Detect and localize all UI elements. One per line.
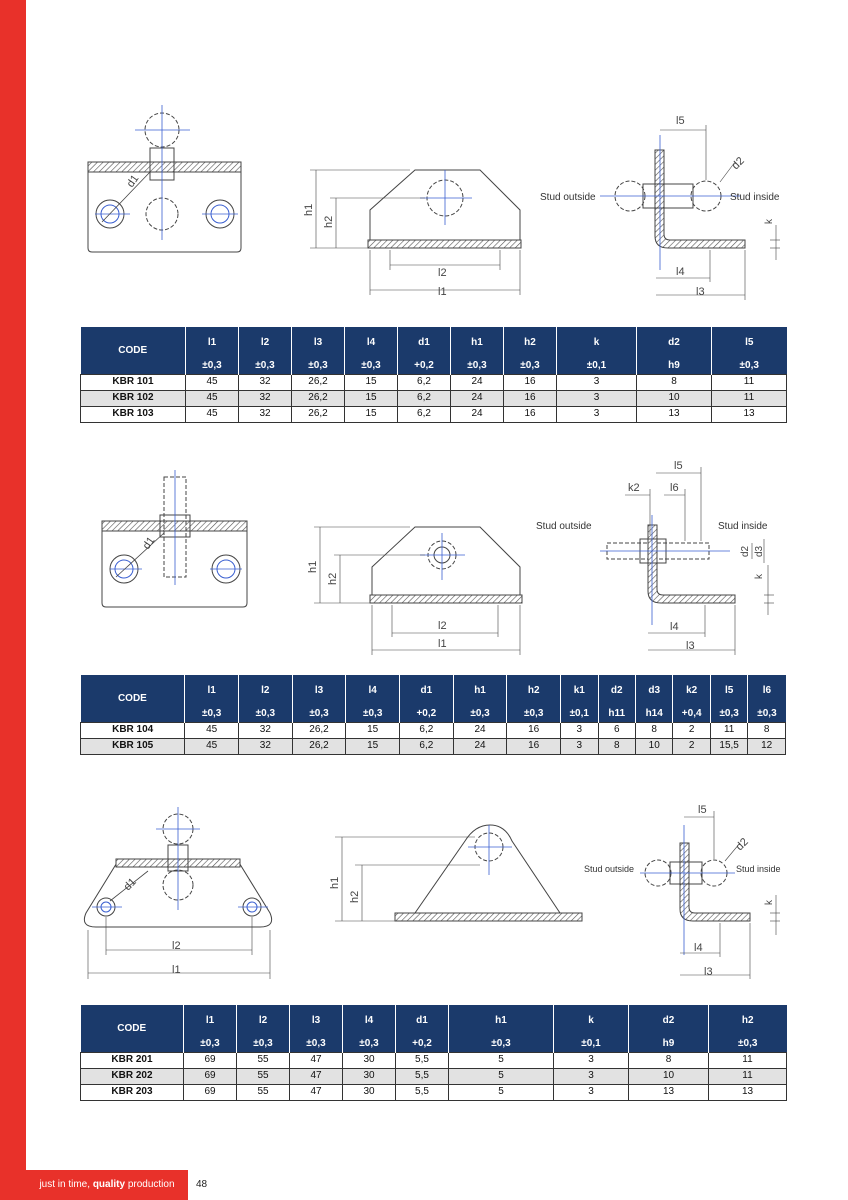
cell: 15 — [345, 374, 398, 390]
cell: 2 — [673, 738, 710, 754]
col-header: l1 — [185, 675, 239, 705]
tolerance: h9 — [637, 357, 712, 374]
col-header: l4 — [346, 675, 400, 705]
tolerance: h14 — [635, 705, 672, 722]
cell: 47 — [290, 1084, 343, 1100]
label-h2: h2 — [349, 890, 361, 903]
cell: 2 — [673, 722, 710, 738]
cell: 32 — [239, 374, 292, 390]
row-code: KBR 103 — [81, 406, 186, 422]
col-header: k2 — [673, 675, 710, 705]
cell: 45 — [185, 722, 239, 738]
cell: 10 — [629, 1068, 709, 1084]
slogan-bold: quality — [92, 1179, 126, 1190]
bracket-angle-view — [600, 125, 780, 300]
cell: 15,5 — [710, 738, 747, 754]
label-l1: l1 — [438, 286, 447, 298]
tolerance: +0,2 — [396, 1035, 449, 1052]
label-k2: k2 — [628, 482, 640, 494]
tolerance: ±0,3 — [504, 357, 557, 374]
cell: 15 — [345, 390, 398, 406]
label-l2: l2 — [438, 267, 447, 279]
col-header: l4 — [345, 327, 398, 357]
tolerance: ±0,3 — [184, 1035, 237, 1052]
slogan-pre: just in time, — [39, 1179, 93, 1190]
cell: 6,2 — [398, 406, 451, 422]
label-l4: l4 — [694, 942, 703, 954]
cell: 3 — [554, 1068, 629, 1084]
cell: 26,2 — [292, 406, 345, 422]
cell: 13 — [709, 1084, 787, 1100]
cell: 45 — [186, 406, 239, 422]
col-header: h2 — [504, 327, 557, 357]
table-row — [81, 1052, 787, 1068]
col-header: k — [557, 327, 637, 357]
label-l1: l1 — [438, 638, 447, 650]
cell: 8 — [748, 722, 786, 738]
cell: 13 — [637, 406, 712, 422]
col-header: d2 — [637, 327, 712, 357]
col-header: l2 — [239, 327, 292, 357]
cell: 32 — [239, 406, 292, 422]
label-d1: d1 — [121, 875, 139, 894]
label-d1: d1 — [140, 534, 158, 552]
footer-slogan — [26, 1170, 188, 1200]
col-header: l1 — [184, 1005, 237, 1035]
cell: 8 — [637, 374, 712, 390]
cell: 6,2 — [400, 738, 454, 754]
col-header: l5 — [712, 327, 787, 357]
cell: 16 — [507, 738, 561, 754]
cell: 3 — [554, 1084, 629, 1100]
table-row — [81, 390, 787, 406]
cell: 3 — [557, 406, 637, 422]
bracket-side-view — [314, 527, 522, 655]
label-l5: l5 — [676, 115, 685, 127]
label-h1: h1 — [303, 203, 315, 216]
tolerance: ±0,3 — [292, 705, 346, 722]
cell: 10 — [635, 738, 672, 754]
cell: 6,2 — [400, 722, 454, 738]
label-k: k — [764, 219, 775, 224]
col-header: l6 — [748, 675, 786, 705]
row-code: KBR 104 — [81, 722, 185, 738]
cell: 8 — [635, 722, 672, 738]
col-header: k — [554, 1005, 629, 1035]
label-l5: l5 — [674, 460, 683, 472]
tolerance: ±0,3 — [292, 357, 345, 374]
label-d3: d3 — [754, 545, 765, 557]
bracket-angle-view — [640, 811, 780, 979]
label-k: k — [754, 574, 765, 579]
cell: 32 — [239, 390, 292, 406]
bracket-side-view — [310, 170, 521, 295]
col-header: d1 — [396, 1005, 449, 1035]
cell: 16 — [504, 374, 557, 390]
cell: 11 — [710, 722, 747, 738]
label-d2: d2 — [740, 545, 751, 557]
tolerance: ±0,1 — [557, 357, 637, 374]
tolerance: h11 — [598, 705, 635, 722]
table-row — [81, 1068, 787, 1084]
tolerance: ±0,3 — [237, 1035, 290, 1052]
cell: 13 — [712, 406, 787, 422]
cell: 6,2 — [398, 390, 451, 406]
cell: 11 — [712, 374, 787, 390]
cell: 5,5 — [396, 1084, 449, 1100]
label-h1: h1 — [307, 560, 319, 573]
cell: 32 — [239, 738, 293, 754]
cell: 26,2 — [292, 374, 345, 390]
label-l3: l3 — [704, 966, 713, 978]
tolerance: +0,2 — [400, 705, 454, 722]
col-header: l5 — [710, 675, 747, 705]
tolerance: ±0,3 — [346, 705, 400, 722]
cell: 8 — [598, 738, 635, 754]
tolerance: ±0,3 — [748, 705, 786, 722]
label-l4: l4 — [676, 266, 685, 278]
tolerance: ±0,3 — [451, 357, 504, 374]
label-d2: d2 — [729, 154, 747, 173]
tolerance: ±0,3 — [290, 1035, 343, 1052]
cell: 3 — [561, 738, 598, 754]
tolerance: ±0,1 — [561, 705, 598, 722]
label-l1: l1 — [172, 964, 181, 976]
cell: 45 — [186, 374, 239, 390]
col-header: d1 — [400, 675, 454, 705]
tolerance: ±0,3 — [507, 705, 561, 722]
code-header: CODE — [81, 327, 186, 374]
label-d2: d2 — [733, 835, 751, 854]
col-header: h2 — [507, 675, 561, 705]
cell: 55 — [237, 1052, 290, 1068]
cell: 5,5 — [396, 1052, 449, 1068]
label-l2: l2 — [438, 620, 447, 632]
row-code: KBR 102 — [81, 390, 186, 406]
row-code: KBR 101 — [81, 374, 186, 390]
cell: 24 — [453, 722, 507, 738]
drawing-section-3 — [80, 795, 800, 990]
col-header: h1 — [451, 327, 504, 357]
table-row — [81, 406, 787, 422]
spec-table-1 — [80, 327, 787, 423]
drawing-section-1 — [80, 100, 800, 310]
tolerance: +0,4 — [673, 705, 710, 722]
row-code: KBR 201 — [81, 1052, 184, 1068]
table-row — [81, 1084, 787, 1100]
cell: 55 — [237, 1084, 290, 1100]
label-l4: l4 — [670, 621, 679, 633]
cell: 3 — [561, 722, 598, 738]
row-code: KBR 202 — [81, 1068, 184, 1084]
table-row — [81, 738, 786, 754]
label-l2: l2 — [172, 940, 181, 952]
cell: 69 — [184, 1052, 237, 1068]
tolerance: ±0,3 — [186, 357, 239, 374]
bracket-angle-view — [600, 467, 774, 655]
col-header: l2 — [239, 675, 293, 705]
label-stud-outside: Stud outside — [540, 192, 596, 203]
cell: 3 — [554, 1052, 629, 1068]
label-l3: l3 — [696, 286, 705, 298]
cell: 24 — [451, 374, 504, 390]
col-header: d2 — [629, 1005, 709, 1035]
cell: 24 — [453, 738, 507, 754]
cell: 15 — [346, 738, 400, 754]
tolerance: ±0,3 — [709, 1035, 787, 1052]
label-l5: l5 — [698, 804, 707, 816]
bracket-front-view — [102, 470, 247, 607]
cell: 5 — [449, 1052, 554, 1068]
col-header: d3 — [635, 675, 672, 705]
cell: 47 — [290, 1068, 343, 1084]
cell: 47 — [290, 1052, 343, 1068]
cell: 13 — [629, 1084, 709, 1100]
col-header: d1 — [398, 327, 451, 357]
col-header: l3 — [292, 675, 346, 705]
cell: 10 — [637, 390, 712, 406]
cell: 30 — [343, 1084, 396, 1100]
spec-table-3 — [80, 1005, 787, 1101]
cell: 26,2 — [292, 722, 346, 738]
bracket-front-view — [84, 807, 271, 979]
cell: 16 — [504, 406, 557, 422]
tolerance: ±0,3 — [453, 705, 507, 722]
cell: 11 — [712, 390, 787, 406]
label-d1: d1 — [124, 172, 142, 190]
table-row — [81, 374, 787, 390]
row-code: KBR 203 — [81, 1084, 184, 1100]
label-l6: l6 — [670, 482, 679, 494]
bracket-side-view — [335, 825, 582, 921]
tolerance: ±0,3 — [343, 1035, 396, 1052]
tolerance: h9 — [629, 1035, 709, 1052]
cell: 8 — [629, 1052, 709, 1068]
label-h2: h2 — [327, 572, 339, 585]
cell: 55 — [237, 1068, 290, 1084]
col-header: l2 — [237, 1005, 290, 1035]
code-header: CODE — [81, 675, 185, 722]
label-l3: l3 — [686, 640, 695, 652]
tolerance: ±0,3 — [345, 357, 398, 374]
col-header: h1 — [453, 675, 507, 705]
cell: 45 — [186, 390, 239, 406]
col-header: h2 — [709, 1005, 787, 1035]
col-header: l1 — [186, 327, 239, 357]
col-header: l3 — [290, 1005, 343, 1035]
label-stud-inside: Stud inside — [736, 864, 781, 874]
col-header: h1 — [449, 1005, 554, 1035]
tolerance: ±0,3 — [239, 705, 293, 722]
cell: 6,2 — [398, 374, 451, 390]
cell: 11 — [709, 1068, 787, 1084]
red-side-bar — [0, 0, 26, 1200]
tolerance: ±0,3 — [239, 357, 292, 374]
cell: 24 — [451, 390, 504, 406]
label-stud-outside: Stud outside — [536, 521, 592, 532]
col-header: k1 — [561, 675, 598, 705]
cell: 16 — [507, 722, 561, 738]
label-h2: h2 — [323, 215, 335, 228]
tolerance: ±0,3 — [185, 705, 239, 722]
cell: 6 — [598, 722, 635, 738]
col-header: l4 — [343, 1005, 396, 1035]
drawing-section-2 — [80, 455, 800, 660]
label-k: k — [764, 900, 775, 905]
cell: 45 — [185, 738, 239, 754]
cell: 26,2 — [292, 390, 345, 406]
cell: 30 — [343, 1052, 396, 1068]
slogan-post: production — [125, 1179, 175, 1190]
cell: 5,5 — [396, 1068, 449, 1084]
bracket-front-view — [88, 105, 241, 252]
label-stud-inside: Stud inside — [730, 192, 780, 203]
cell: 32 — [239, 722, 293, 738]
label-h1: h1 — [329, 876, 341, 889]
spec-table-2 — [80, 675, 786, 755]
col-header: d2 — [598, 675, 635, 705]
tolerance: +0,2 — [398, 357, 451, 374]
table-row — [81, 722, 786, 738]
cell: 3 — [557, 374, 637, 390]
label-stud-inside: Stud inside — [718, 521, 768, 532]
tolerance: ±0,3 — [449, 1035, 554, 1052]
cell: 24 — [451, 406, 504, 422]
cell: 69 — [184, 1084, 237, 1100]
col-header: l3 — [292, 327, 345, 357]
cell: 16 — [504, 390, 557, 406]
cell: 11 — [709, 1052, 787, 1068]
tolerance: ±0,3 — [712, 357, 787, 374]
tolerance: ±0,1 — [554, 1035, 629, 1052]
code-header: CODE — [81, 1005, 184, 1052]
label-stud-outside: Stud outside — [584, 864, 635, 874]
cell: 3 — [557, 390, 637, 406]
cell: 5 — [449, 1084, 554, 1100]
cell: 12 — [748, 738, 786, 754]
cell: 26,2 — [292, 738, 346, 754]
row-code: KBR 105 — [81, 738, 185, 754]
cell: 5 — [449, 1068, 554, 1084]
page-number: 48 — [196, 1179, 208, 1190]
cell: 69 — [184, 1068, 237, 1084]
cell: 15 — [346, 722, 400, 738]
tolerance: ±0,3 — [710, 705, 747, 722]
cell: 30 — [343, 1068, 396, 1084]
cell: 15 — [345, 406, 398, 422]
